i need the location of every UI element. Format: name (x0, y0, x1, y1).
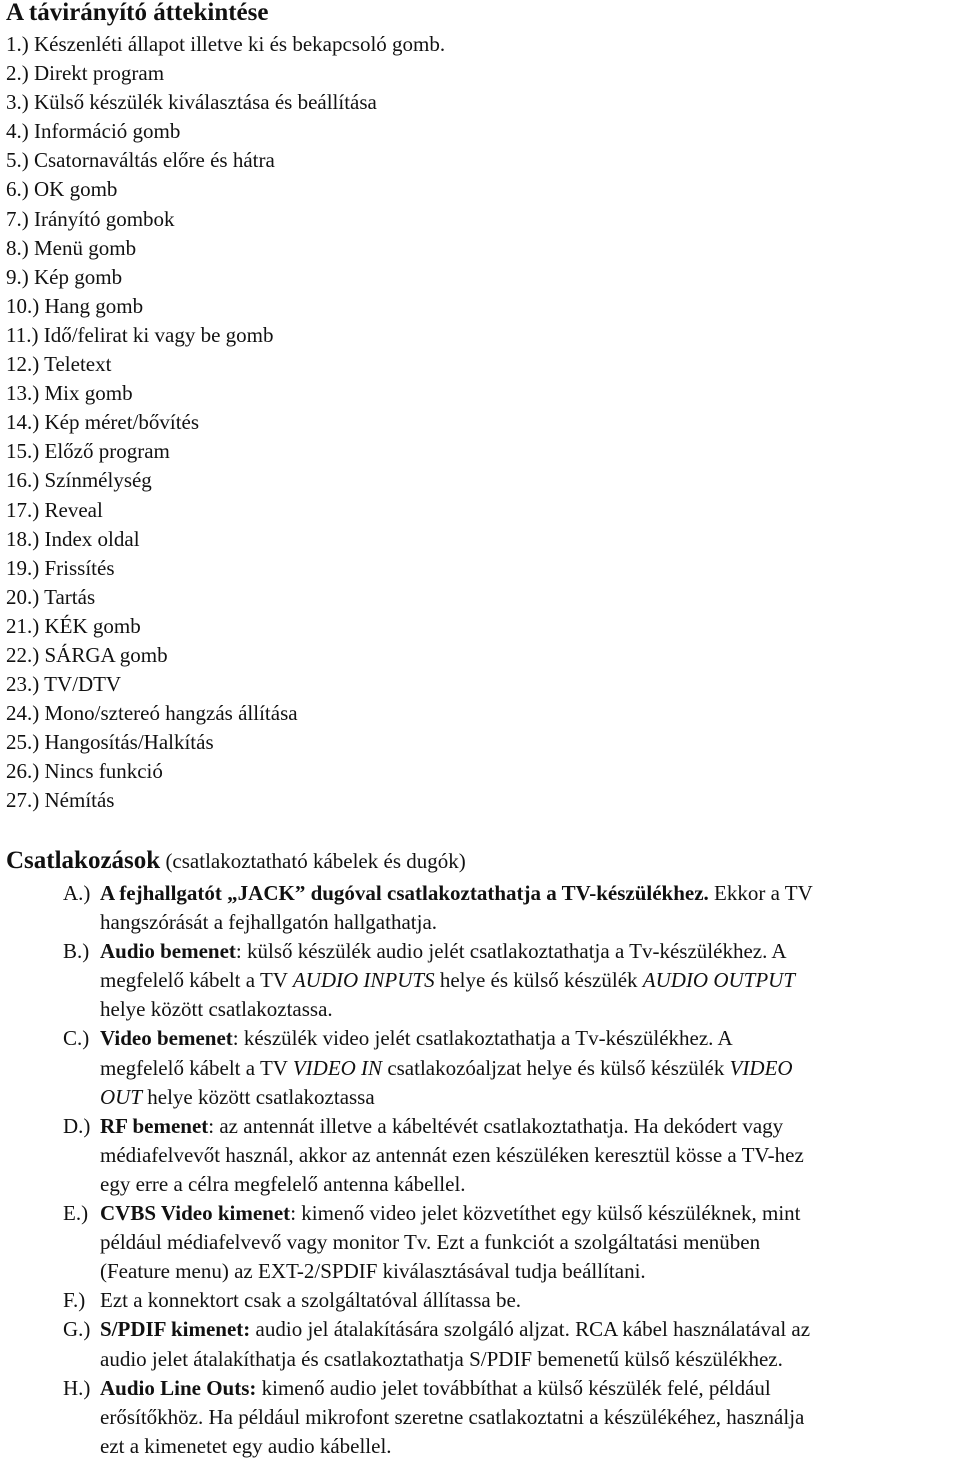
entry-text: erősítőkhöz. Ha például mikrofont szeretne csatlakoztatni a készülékéhez, használja (100, 1404, 805, 1429)
list-item: 10.) Hang gomb (6, 293, 144, 318)
list-item: 18.) Index oldal (6, 526, 140, 551)
entry-text: megfelelő kábelt a TV (100, 1055, 293, 1080)
entry-text: például médiafelvevő vagy monitor Tv. Ezt a funkciót a szolgáltatási menüben (100, 1230, 761, 1255)
entry-letter: B.) (63, 939, 90, 964)
entry-letter: E.) (63, 1201, 89, 1226)
list-item: 19.) Frissítés (6, 555, 115, 580)
port-label: AUDIO OUTPUT (642, 968, 796, 993)
entry-letter: D.) (63, 1113, 91, 1138)
entry-text: (Feature menu) az EXT-2/SPDIF kiválasztásával tudja beállítani. (100, 1259, 646, 1284)
connection-entry-d (0, 1112, 960, 1199)
port-label: AUDIO INPUTS (292, 968, 435, 993)
entry-text: egy erre a célra megfelelő antenna kábellel. (100, 1171, 466, 1196)
port-label: VIDEO IN (292, 1055, 383, 1080)
connection-entry-c (0, 1024, 960, 1111)
entry-text: csatlakozóaljzat helye és külső készülék (382, 1055, 730, 1080)
list-item: 20.) Tartás (6, 584, 96, 609)
entry-title: Audio Line Outs: (100, 1375, 257, 1400)
entry-text: : külső készülék audio jelét csatlakoztathatja a Tv-készülékhez. A (235, 939, 787, 964)
entry-text: ezt a kimenetet egy audio kábellel. (100, 1433, 392, 1458)
list-item: 13.) Mix gomb (6, 381, 133, 406)
list-item: 6.) OK gomb (6, 177, 118, 202)
entry-title: Audio bemenet (100, 939, 236, 964)
port-label: OUT (100, 1084, 143, 1109)
entry-text: : készülék video jelét csatlakoztathatja a Tv-készülékhez. A (232, 1026, 733, 1051)
list-item: 22.) SÁRGA gomb (6, 642, 168, 667)
connection-entry-e (0, 1199, 960, 1286)
connection-entry-g (0, 1315, 960, 1373)
list-item: 14.) Kép méret/bővítés (6, 410, 200, 435)
entry-text: : kimenő video jelet közvetíthet egy külső készüléknek, mint (290, 1201, 801, 1226)
entry-title: CVBS Video kimenet (100, 1201, 291, 1226)
entry-text: megfelelő kábelt a TV (100, 968, 293, 993)
entry-text: audio jelet átalakíthatja és csatlakoztathatja S/PDIF bemenetű külső készülékhez. (100, 1346, 783, 1371)
page-title: A távirányító áttekintése (6, 0, 269, 26)
entry-text: hangszórását a fejhallgatón hallgathatja. (100, 910, 438, 935)
entry-text: kimenő audio jelet továbbíthat a külső készülék felé, például (256, 1375, 771, 1400)
entry-letter: H.) (63, 1375, 91, 1400)
entry-text: Ezt a konnektort csak a szolgáltatóval állítassa be. (100, 1288, 522, 1313)
entry-title: A fejhallgatót „JACK” dugóval csatlakoztathatja a TV-készülékhez. (100, 881, 709, 905)
connections-list (0, 879, 960, 1461)
list-item: 21.) KÉK gomb (6, 613, 141, 638)
connection-entry-h (0, 1374, 960, 1461)
port-label: VIDEO (729, 1055, 793, 1080)
list-item: 1.) Készenléti állapot illetve ki és bekapcsoló gomb. (6, 32, 446, 56)
entry-text: médiafelvevőt használ, akkor az antennát ezen készüléken keresztül kösse a TV-hez (100, 1142, 804, 1167)
entry-text: audio jel átalakítására szolgáló aljzat. RCA kábel használatával az (250, 1317, 811, 1342)
entry-letter: G.) (63, 1317, 91, 1342)
list-item: 7.) Irányító gombok (6, 206, 175, 231)
entry-title: S/PDIF kimenet: (100, 1317, 251, 1342)
entry-title: RF bemenet (100, 1113, 209, 1138)
section-title: Csatlakozások (6, 847, 161, 874)
list-item: 12.) Teletext (6, 352, 112, 377)
entry-title: Video bemenet (100, 1026, 233, 1051)
list-item: 11.) Idő/felirat ki vagy be gomb (6, 322, 274, 347)
list-item: 8.) Menü gomb (6, 235, 137, 260)
list-item: 2.) Direkt program (6, 61, 165, 86)
entry-letter: A.) (63, 881, 91, 905)
connection-entry-a (0, 879, 960, 937)
list-item: 5.) Csatornaváltás előre és hátra (6, 148, 275, 173)
list-item: 16.) Színmélység (6, 468, 152, 493)
list-item: 27.) Némítás (6, 788, 115, 813)
list-item: 23.) TV/DTV (6, 672, 122, 697)
connections-heading (6, 846, 466, 876)
list-item: 17.) Reveal (6, 497, 103, 522)
entry-text: Ekkor a TV (708, 881, 813, 905)
entry-letter: C.) (63, 1026, 90, 1051)
list-item: 25.) Hangosítás/Halkítás (6, 730, 214, 755)
list-item: 9.) Kép gomb (6, 264, 123, 289)
entry-text: helye és külső készülék (434, 968, 643, 993)
remote-button-list (6, 30, 445, 816)
connection-entry-b (0, 937, 960, 1024)
connection-entry-f (0, 1286, 960, 1315)
section-subtitle: (csatlakoztatható kábelek és dugók) (165, 849, 466, 873)
list-item: 4.) Információ gomb (6, 119, 181, 144)
list-item: 15.) Előző program (6, 439, 170, 464)
entry-text: helye között csatlakoztassa (142, 1084, 375, 1109)
entry-text: : az antennát illetve a kábeltévét csatlakoztathatja. Ha dekódert vagy (208, 1113, 784, 1138)
entry-text: helye között csatlakoztassa. (100, 997, 333, 1022)
list-item: 3.) Külső készülék kiválasztása és beállítása (6, 90, 377, 115)
list-item: 24.) Mono/sztereó hangzás állítása (6, 701, 298, 726)
list-item: 26.) Nincs funkció (6, 759, 163, 784)
entry-letter: F.) (63, 1288, 86, 1313)
